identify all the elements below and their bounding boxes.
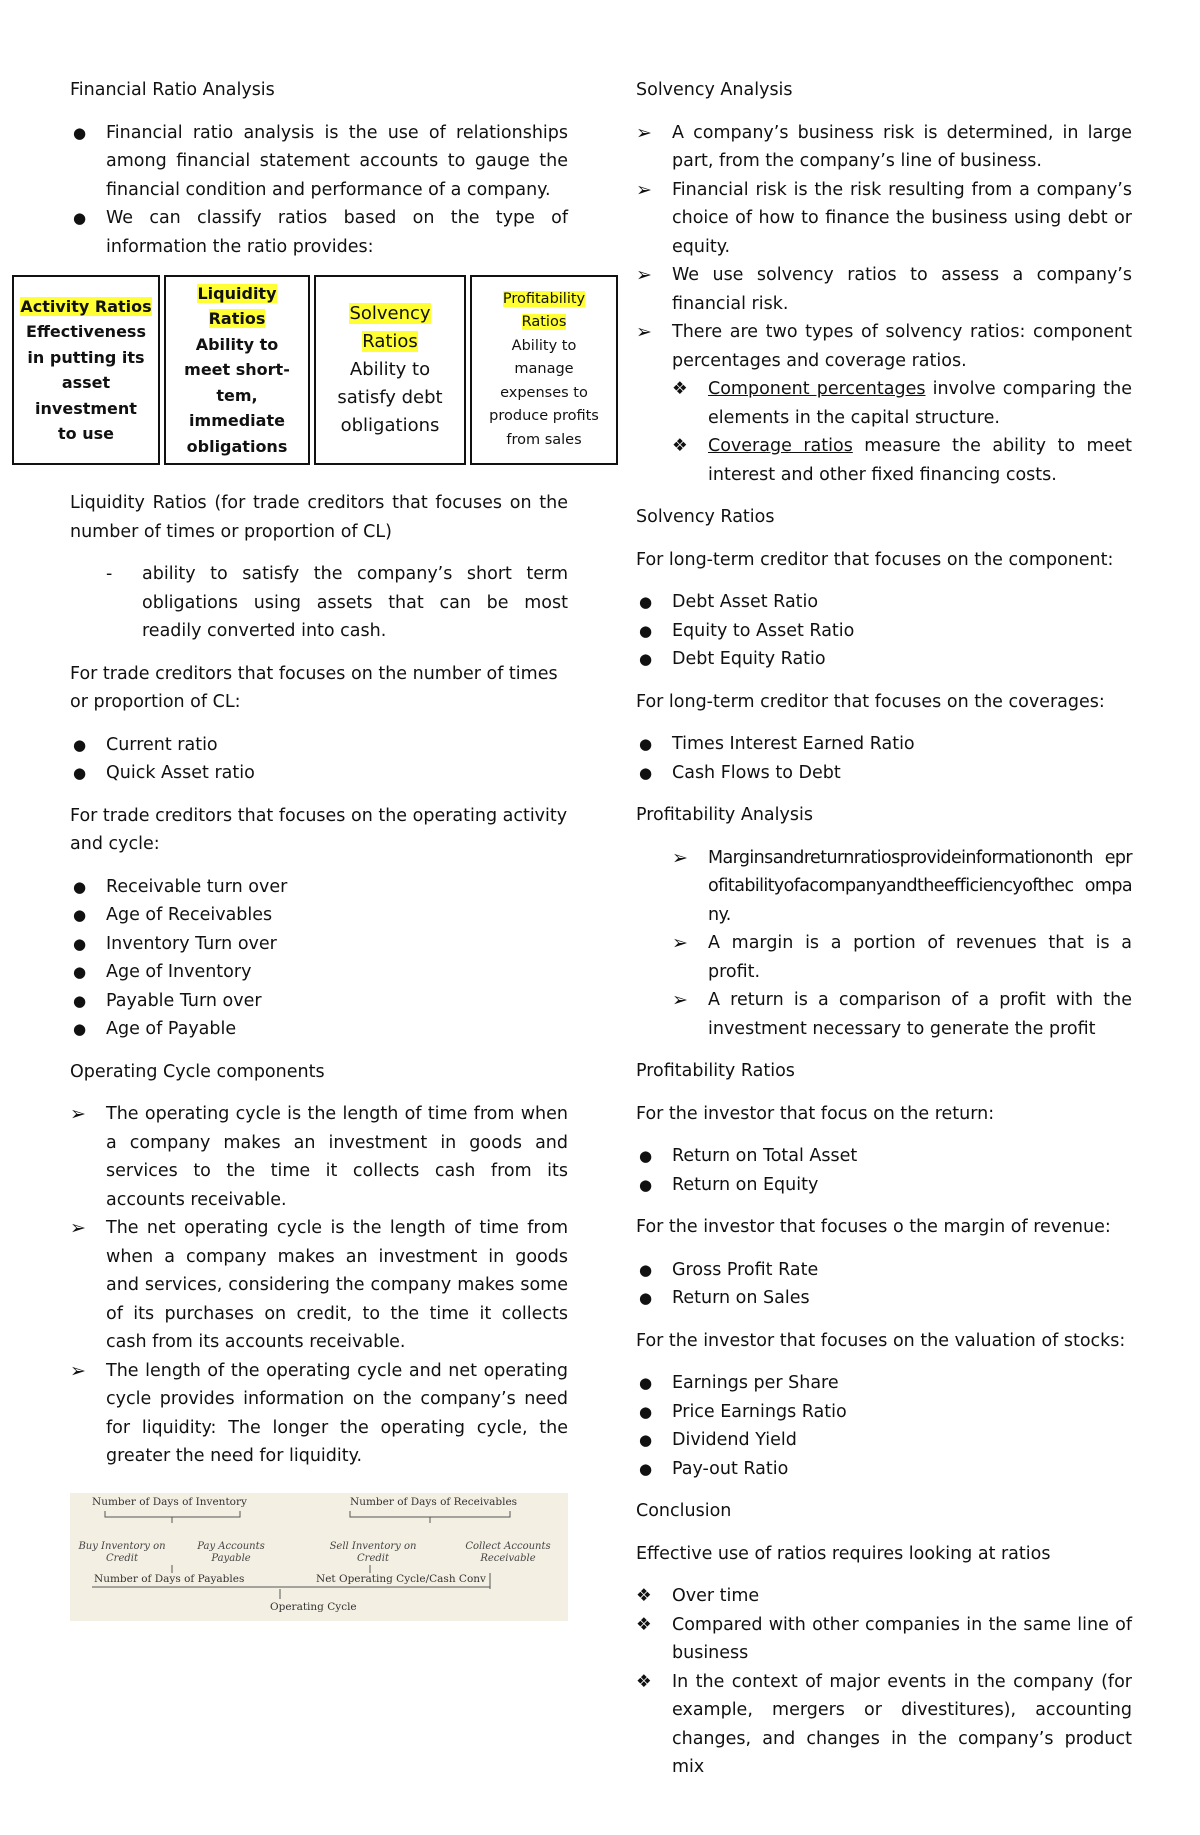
days-of-receivables-label: Number of Days of Receivables: [350, 1495, 518, 1508]
box-description: Ability to meet short-tem, immediate obligations: [184, 334, 290, 456]
coverage-heading: For long-term creditor that focuses on the coverages:: [636, 691, 1105, 712]
list-item: ● Inventory Turn over: [70, 930, 568, 959]
ratio-category-boxes: [12, 275, 620, 475]
list-item: ➢ The length of the operating cycle and net operating cycle provides information on the company’s need for liquidity: The longer the operating cycle, the greater the need for liquidity.: [70, 1357, 568, 1471]
list-item: ● Gross Profit Rate: [636, 1256, 1132, 1285]
arrow-bullet-icon: ➢: [636, 178, 652, 201]
list-item: ❖ Compared with other companies in the same line of business: [636, 1611, 1132, 1668]
box-title: Solvency Ratios: [349, 303, 431, 352]
dash-icon: -: [106, 564, 113, 584]
bullet-dot-icon: ●: [73, 1020, 87, 1038]
valuation-list: [636, 1369, 1132, 1483]
box-title: Activity Ratios: [20, 296, 152, 316]
margin-heading: For the investor that focuses o the margin of revenue:: [636, 1217, 1111, 1237]
operating-cycle-label: Operating Cycle: [270, 1600, 357, 1613]
solvency-points: [636, 119, 1132, 376]
box-description: Ability to satisfy debt obligations: [337, 359, 443, 436]
box-title: Liquidity Ratios: [197, 283, 277, 329]
list-item: ❖ Component percentages involve comparing the elements in the capital structure.: [672, 375, 1132, 432]
list-item: ➢ The operating cycle is the length of time from when a company makes an investment in goods and services to the time it collects cash from its accounts receivable.: [70, 1100, 568, 1214]
list-item: ● Pay-out Ratio: [636, 1455, 1132, 1484]
list-item: ➢ A company’s business risk is determined, in large part, from the company’s line of business.: [636, 119, 1132, 176]
list-item: ● Equity to Asset Ratio: [636, 617, 1132, 646]
liquidity-ratios-box: [164, 275, 310, 465]
operating-cycle-points: [70, 1100, 568, 1471]
conclusion-heading: Conclusion: [636, 1501, 732, 1521]
list-item: ● Payable Turn over: [70, 987, 568, 1016]
bullet-dot-icon: ●: [73, 934, 87, 953]
list-item: ● Age of Payable: [70, 1015, 568, 1044]
arrow-bullet-icon: ➢: [672, 932, 688, 954]
diamond-bullet-icon: ❖: [636, 1586, 652, 1606]
liquidity-ratios-heading: Liquidity Ratios (for trade creditors that focuses on the number of times or proportion of CL): [70, 493, 568, 542]
sell-inventory-label: Sell Inventory on Credit: [329, 1540, 417, 1564]
diamond-bullet-icon: ❖: [636, 1671, 652, 1692]
margin-list: [636, 1256, 1132, 1313]
solvency-ratios-heading: Solvency Ratios: [636, 507, 775, 527]
conclusion-intro: Effective use of ratios requires looking at ratios: [636, 1543, 1051, 1564]
arrow-bullet-icon: ➢: [672, 989, 688, 1011]
bullet-dot-icon: ●: [73, 209, 87, 227]
arrow-bullet-icon: ➢: [636, 264, 652, 286]
activity-ratios-box: [12, 275, 160, 465]
return-list: [636, 1142, 1132, 1199]
bullet-dot-icon: ●: [639, 1402, 653, 1421]
arrow-bullet-icon: ➢: [636, 121, 652, 144]
bullet-dot-icon: ●: [73, 991, 87, 1010]
box-description: Effectiveness in putting its asset investment to use: [26, 322, 146, 443]
profitability-points: [672, 844, 1132, 1044]
intro-bullet-list: [70, 119, 568, 262]
buy-inventory-label: Buy Inventory on Credit: [78, 1540, 166, 1564]
component-heading: For long-term creditor that focuses on the component:: [636, 549, 1114, 570]
bullet-dot-icon: ●: [639, 1260, 653, 1279]
bullet-dot-icon: ●: [73, 735, 87, 754]
pay-accounts-label: Pay Accounts Payable: [197, 1540, 265, 1564]
coverage-list: [636, 730, 1132, 787]
trade-creditors-heading-1: For trade creditors that focuses on the number of times or proportion of CL:: [70, 663, 558, 712]
solvency-ratios-box: [314, 275, 466, 465]
list-item: ● Cash Flows to Debt: [636, 759, 1132, 788]
list-item: ➢ A margin is a portion of revenues that is a profit.: [672, 929, 1132, 986]
list-item: ● We can classify ratios based on the type of information the ratio provides:: [70, 204, 568, 261]
list-item: ❖ Coverage ratios measure the ability to meet interest and other fixed financing costs.: [672, 432, 1132, 489]
collect-accounts-label: Collect Accounts Receivable: [465, 1540, 551, 1564]
days-of-payables-label: Number of Days of Payables: [94, 1572, 245, 1585]
list-item: ➢ The net operating cycle is the length of time from when a company makes an investment in goods and services, considering the company makes some of its purchases on credit, to the time it collects cash from its accounts receivable.: [70, 1214, 568, 1357]
box-title: Profitability Ratios: [502, 290, 586, 331]
left-column: [20, 76, 599, 1621]
arrow-bullet-icon: ➢: [672, 846, 688, 869]
list-item: ● Price Earnings Ratio: [636, 1398, 1132, 1427]
list-item: ● Debt Asset Ratio: [636, 588, 1132, 617]
bullet-dot-icon: ●: [639, 763, 653, 782]
right-column: [636, 76, 1132, 1782]
return-heading: For the investor that focus on the return:: [636, 1103, 995, 1124]
solvency-sub-points: [672, 375, 1132, 489]
trade-creditors-heading-2: For trade creditors that focuses on the operating activity and cycle:: [70, 805, 568, 854]
trade-list-1: [70, 731, 568, 788]
list-item: ❖ In the context of major events in the company (for example, mergers or divestitures), accounting changes, and changes in the company’s product mix: [636, 1668, 1132, 1782]
bullet-dot-icon: ●: [639, 621, 653, 640]
diamond-bullet-icon: ❖: [672, 379, 688, 399]
component-list: [636, 588, 1132, 674]
bullet-dot-icon: ●: [639, 1175, 653, 1194]
bullet-dot-icon: ●: [73, 764, 87, 782]
arrow-bullet-icon: ➢: [70, 1103, 86, 1125]
arrow-bullet-icon: ➢: [70, 1359, 86, 1382]
list-item: ● Times Interest Earned Ratio: [636, 730, 1132, 759]
bullet-dot-icon: ●: [639, 650, 653, 668]
box-description: Ability to manage expenses to produce profits from sales: [489, 337, 599, 448]
list-item: ● Return on Sales: [636, 1284, 1132, 1313]
days-of-inventory-label: Number of Days of Inventory: [92, 1495, 247, 1508]
liquidity-dash-list: [106, 560, 568, 646]
diamond-bullet-icon: ❖: [672, 436, 688, 456]
arrow-bullet-icon: ➢: [70, 1217, 86, 1239]
bullet-dot-icon: ●: [639, 735, 653, 753]
bullet-dot-icon: ●: [73, 877, 87, 896]
bullet-dot-icon: ●: [73, 906, 87, 924]
section-title-solvency-analysis: Solvency Analysis: [636, 80, 793, 100]
list-item: ● Return on Equity: [636, 1171, 1132, 1200]
profitability-ratios-heading: Profitability Ratios: [636, 1061, 795, 1081]
list-item: ● Receivable turn over: [70, 873, 568, 902]
list-item: ● Dividend Yield: [636, 1426, 1132, 1455]
list-item: ➢ There are two types of solvency ratios: component percentages and coverage ratios.: [636, 318, 1132, 375]
bullet-dot-icon: ●: [639, 1431, 653, 1449]
diamond-bullet-icon: ❖: [636, 1614, 652, 1635]
arrow-bullet-icon: ➢: [636, 321, 652, 343]
list-item: ➢ We use solvency ratios to assess a company’s financial risk.: [636, 261, 1132, 318]
list-item: ➢ Marginsandreturnratiosprovideinformationonth eprofitabilityofacompanyandtheefficiencyofthec ompany.: [672, 844, 1132, 930]
list-item: ● Debt Equity Ratio: [636, 645, 1132, 674]
bullet-dot-icon: ●: [73, 963, 87, 981]
conclusion-points: [636, 1582, 1132, 1782]
trade-list-2: [70, 873, 568, 1044]
operating-cycle-figure: [70, 1493, 568, 1621]
list-item: ➢ Financial risk is the risk resulting from a company’s choice of how to finance the business using debt or equity.: [636, 176, 1132, 262]
bullet-dot-icon: ●: [73, 123, 87, 142]
bullet-dot-icon: ●: [639, 1459, 653, 1478]
list-item: ❖ Over time: [636, 1582, 1132, 1611]
net-operating-cycle-label: Net Operating Cycle/Cash Conv: [316, 1572, 486, 1585]
bullet-dot-icon: ●: [639, 593, 653, 611]
list-item: ● Age of Receivables: [70, 901, 568, 930]
list-item: - ability to satisfy the company’s short term obligations using assets that can be most readily converted into cash.: [106, 560, 568, 646]
profitability-analysis-heading: Profitability Analysis: [636, 805, 813, 825]
bullet-dot-icon: ●: [639, 1374, 653, 1392]
bullet-dot-icon: ●: [639, 1289, 653, 1307]
list-item: ➢ A return is a comparison of a profit with the investment necessary to generate the profit: [672, 986, 1132, 1043]
list-item: ● Current ratio: [70, 731, 568, 760]
section-title-financial-ratio-analysis: Financial Ratio Analysis: [70, 80, 275, 100]
valuation-heading: For the investor that focuses on the valuation of stocks:: [636, 1330, 1126, 1351]
list-item: ● Return on Total Asset: [636, 1142, 1132, 1171]
operating-cycle-heading: Operating Cycle components: [70, 1061, 325, 1082]
profitability-ratios-box: [470, 275, 618, 465]
list-item: ● Quick Asset ratio: [70, 759, 568, 788]
list-item: ● Earnings per Share: [636, 1369, 1132, 1398]
list-item: ● Financial ratio analysis is the use of relationships among financial statement accounts to gauge the financial condition and performance of a company.: [70, 119, 568, 205]
bullet-dot-icon: ●: [639, 1147, 653, 1165]
list-item: ● Age of Inventory: [70, 958, 568, 987]
